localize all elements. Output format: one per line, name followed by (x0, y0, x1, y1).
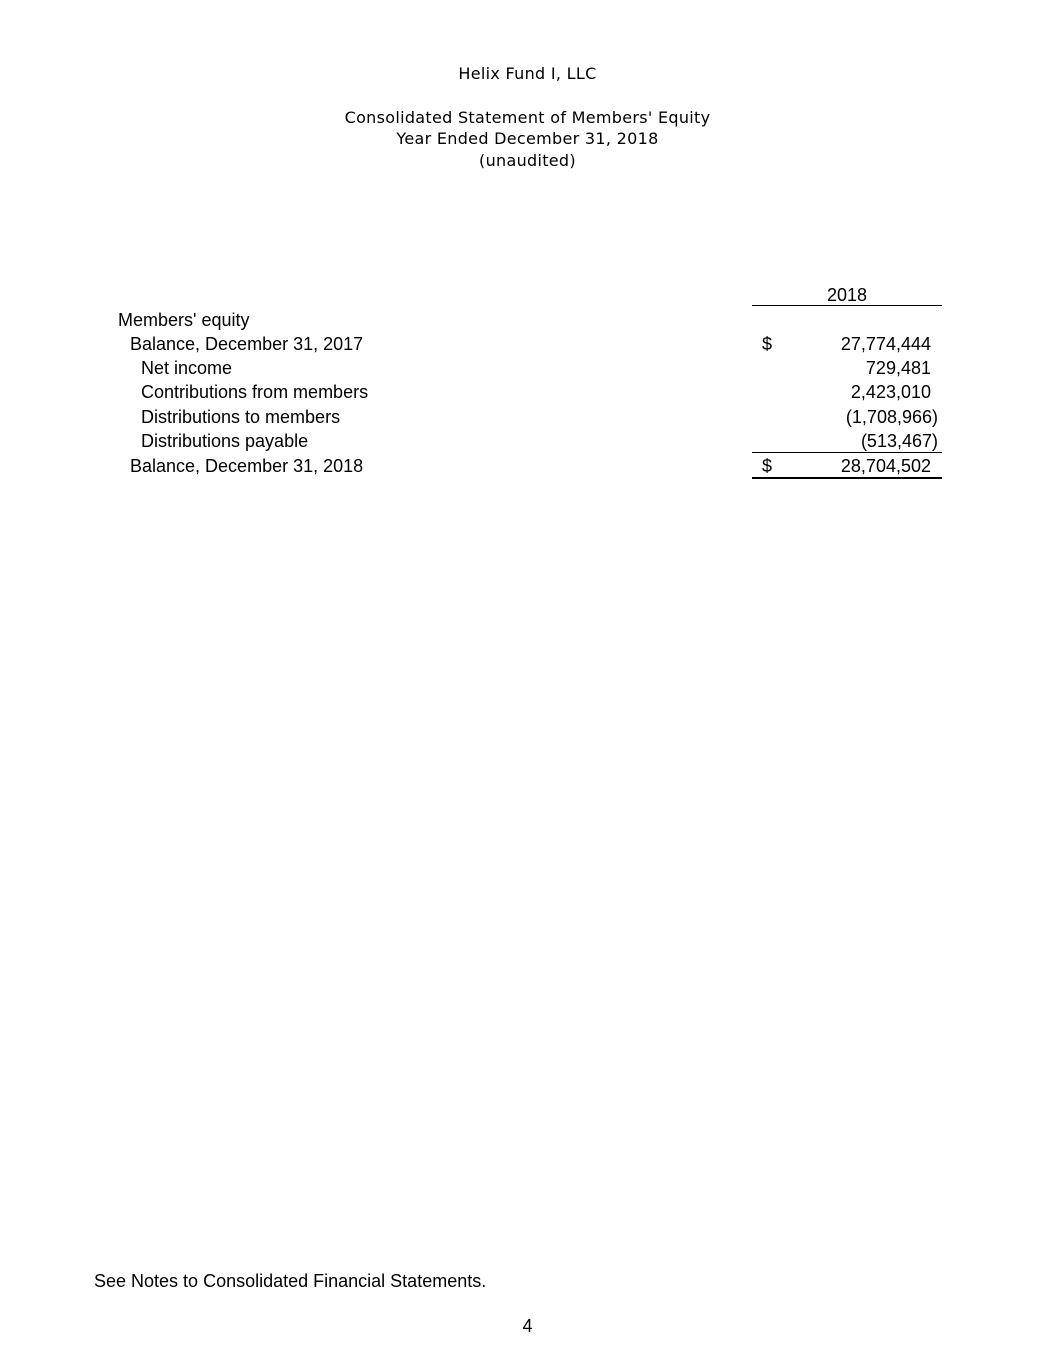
row-value-closing-balance: 28,704,502 (840, 456, 931, 476)
footnote: See Notes to Consolidated Financial Statements. (94, 1271, 487, 1291)
row-value-opening-balance: 27,774,444 (840, 334, 931, 354)
currency-symbol-closing: $ (762, 456, 773, 476)
row-value-distributions: (1,708,966) (845, 407, 938, 427)
section-label-members-equity: Members' equity (118, 310, 250, 330)
column-header-rule (752, 305, 942, 306)
row-label-distributions-payable: Distributions payable (141, 431, 309, 451)
currency-symbol-opening: $ (762, 334, 773, 354)
row-label-net-income: Net income (141, 358, 233, 378)
row-value-net-income: 729,481 (865, 358, 931, 378)
row-label-opening-balance: Balance, December 31, 2017 (130, 334, 364, 354)
subtotal-rule (752, 452, 942, 453)
row-value-contributions: 2,423,010 (850, 382, 931, 402)
company-name: Helix Fund I, LLC (458, 64, 597, 83)
row-value-distributions-payable: (513,467) (860, 431, 938, 451)
row-label-distributions: Distributions to members (141, 407, 341, 427)
row-label-closing-balance: Balance, December 31, 2018 (130, 456, 364, 476)
row-label-contributions: Contributions from members (141, 382, 369, 402)
total-underline (752, 477, 942, 479)
statement-period: Year Ended December 31, 2018 (396, 129, 659, 148)
column-header-year: 2018 (826, 285, 868, 305)
audit-status: (unaudited) (479, 151, 576, 170)
page-number: 4 (522, 1316, 533, 1336)
statement-title: Consolidated Statement of Members' Equity (344, 108, 711, 127)
